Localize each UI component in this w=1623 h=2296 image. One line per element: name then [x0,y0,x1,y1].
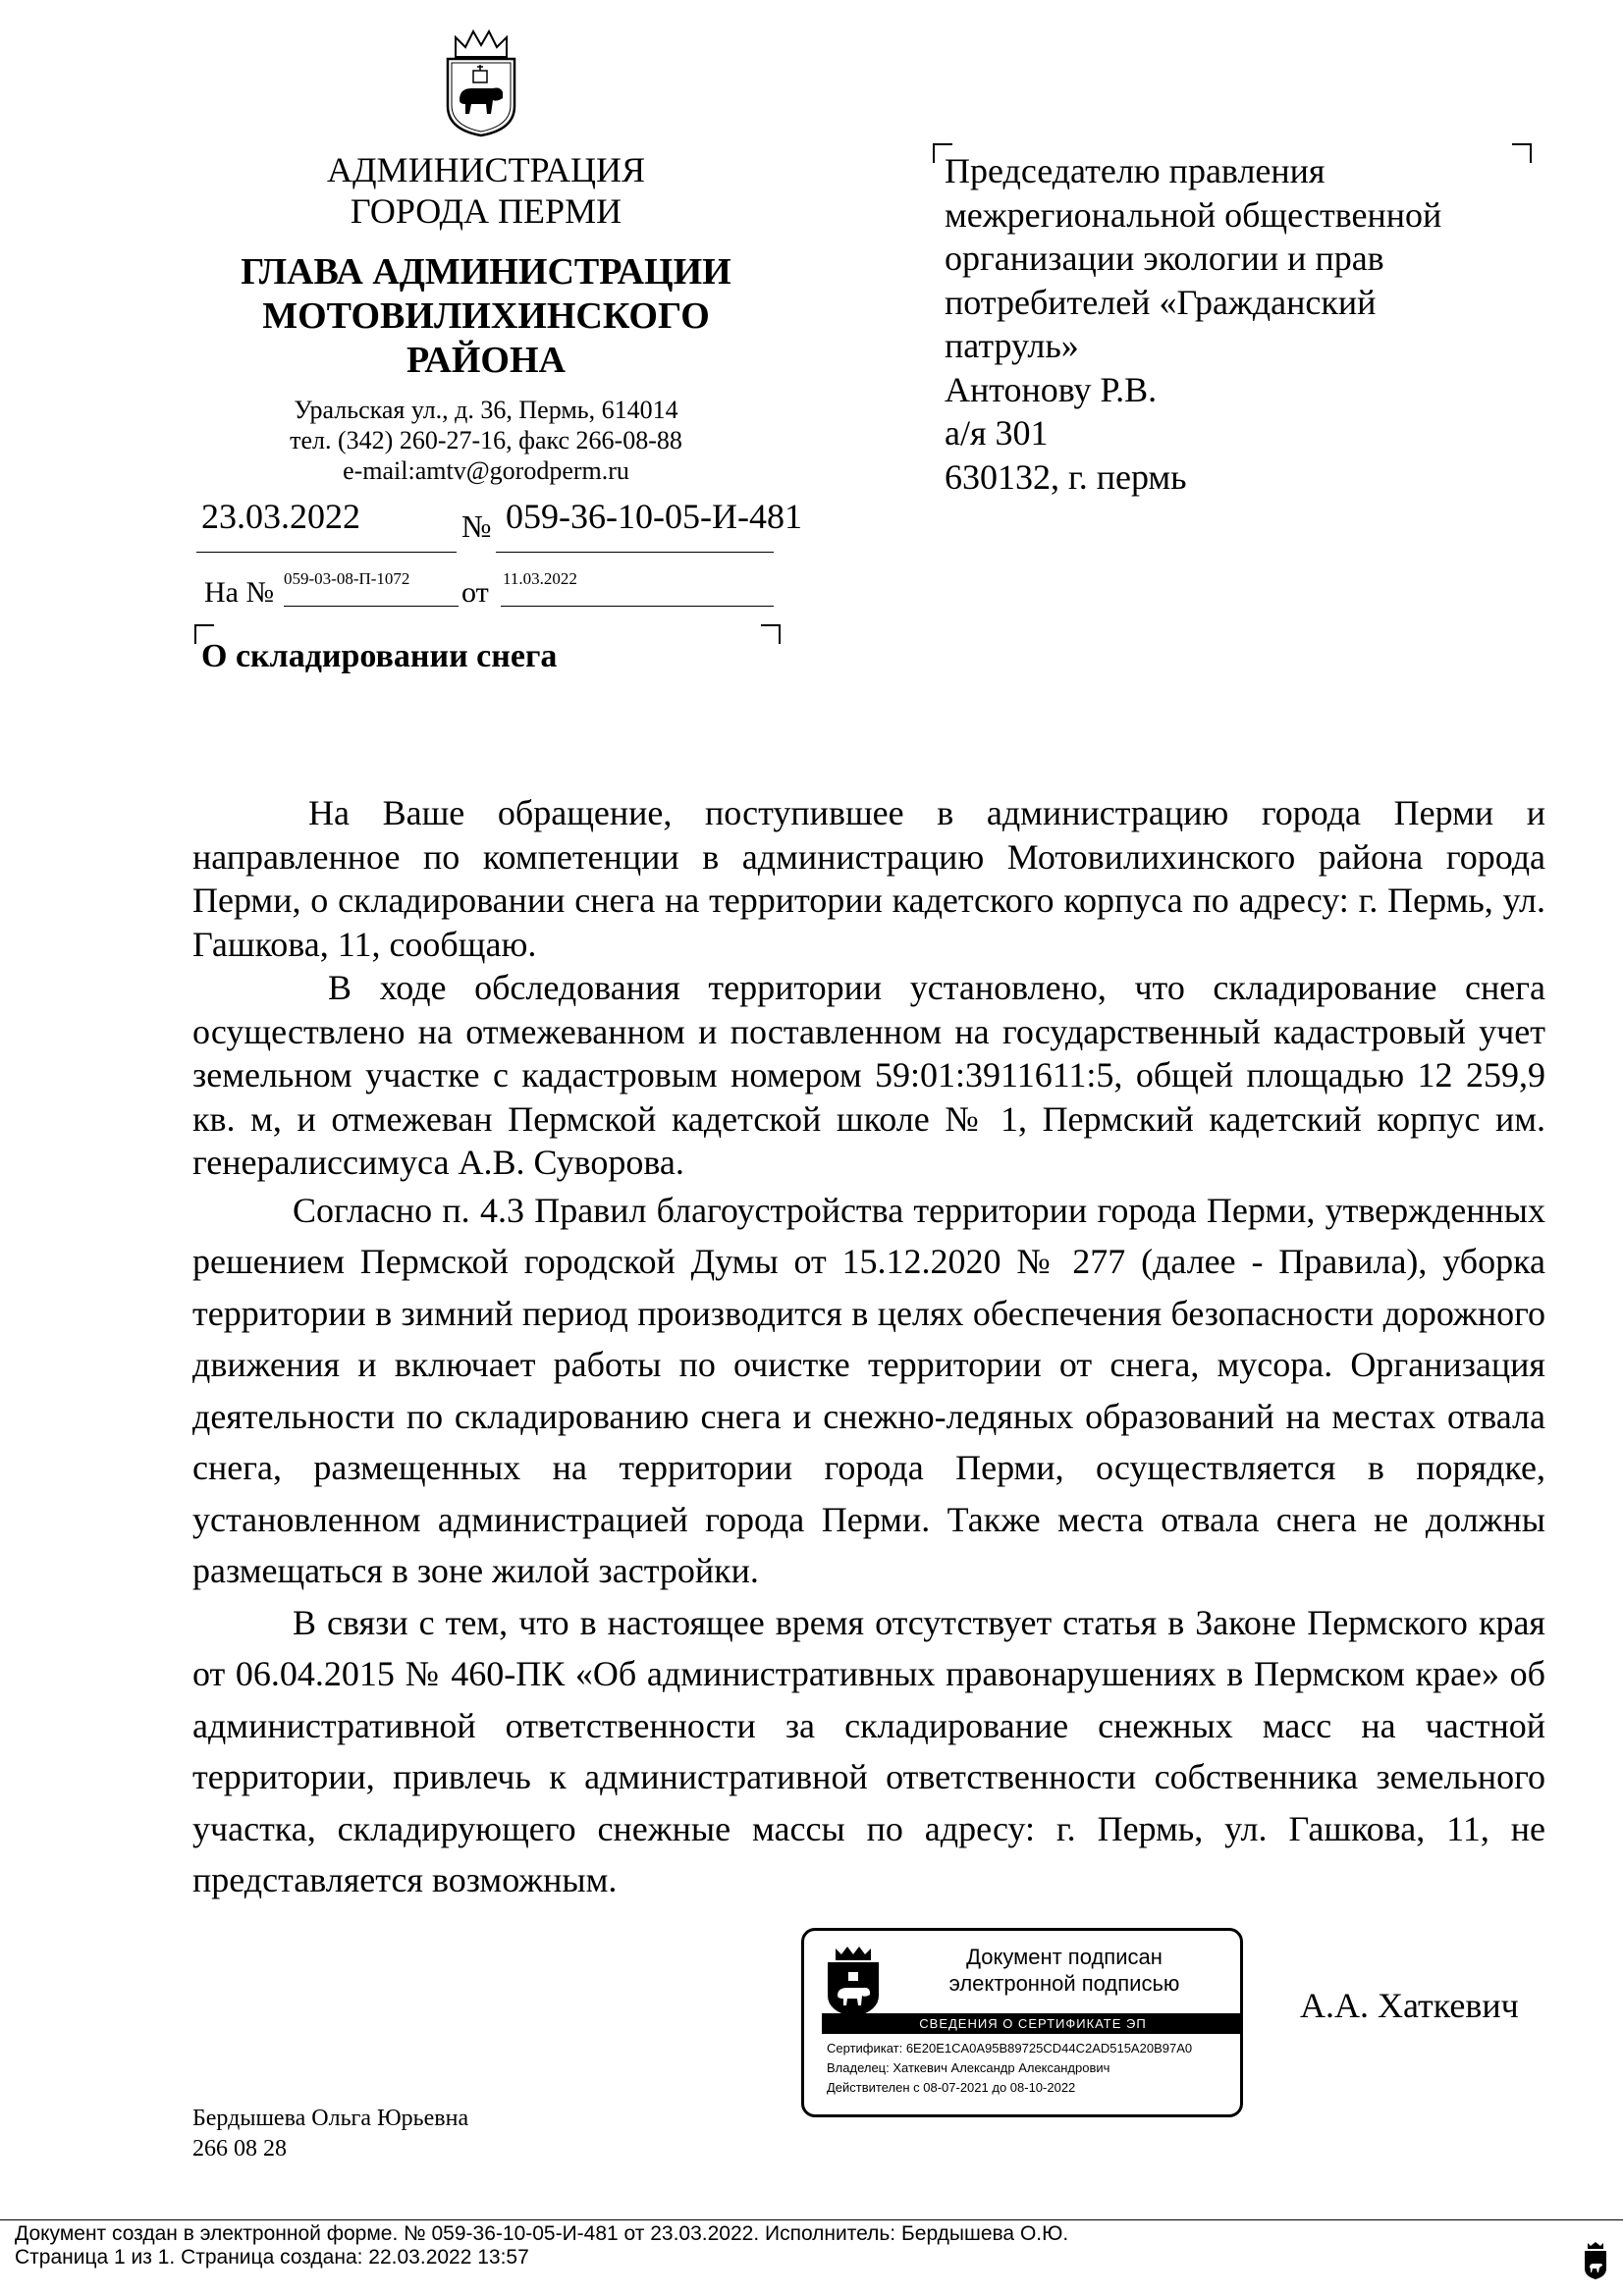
reference-label: На № [204,576,275,609]
sender-email: e-mail:amtv@gorodperm.ru [343,456,629,485]
page-footer [15,2222,1068,2269]
addressee-line: Председателю правления [945,151,1325,190]
stamp-certificate: Сертификат: 6E20E1CA0A95B89725CD44C2AD515A20B97A0 [827,2041,1193,2056]
letter-body [192,791,1545,1906]
body-paragraph: В ходе обследования территории установлено, что складирование снега осуществлено на отмежеванном и поставленном на государственный кадастровый учет земельном участке с кадастровым номером 59:01:3911611:5, общей площадью 12 259,9 кв. м, и отмежеван Пермской кадетской школе № 1, Пермский кадетский корпус им. генералиссимуса А.В. Суворова. [192,968,1545,1182]
reference-number: 059-03-08-П-1072 [284,569,410,588]
stamp-certificate-header: СВЕДЕНИЯ О СЕРТИФИКАТЕ ЭП [822,2013,1243,2034]
date-underline [196,552,457,553]
coat-of-arms-icon [442,27,520,137]
admin-title-line1: АДМИНИСТРАЦИЯ [327,150,645,189]
addressee-corner-right [1512,143,1532,163]
number-sign: № [461,508,492,544]
addressee-line: организации экологии и прав [945,239,1384,278]
footer-line2: Страница 1 из 1. Страница создана: 22.03.2022 13:57 [15,2246,529,2269]
executor-name: Бердышева Ольга Юрьевна [192,2106,469,2131]
admin-title-line2: ГОРОДА ПЕРМИ [350,191,622,231]
footer-emblem-icon [1583,2241,1608,2280]
addressee-line: потребителей «Гражданский [945,282,1377,322]
reference-date-underline [501,606,774,607]
head-title-line2: МОТОВИЛИХИНСКОГО [262,295,710,337]
stamp-emblem-icon [824,1945,883,2019]
body-paragraph: В связи с тем, что в настоящее время отсутствует статья в Законе Пермского края от 06.04.2015 № 460-ПК «Об административных правонарушениях в Пермском крае» об административной ответственности за складирование снежных масс на частной территории, привлечь к административной ответственности собственника земельного участка, складирующего снежные массы по адресу: г. Пермь, ул. Гашкова, 11, не представляется возможным. [192,1602,1545,1899]
executor-block [192,2104,468,2164]
stamp-title-line2: электронной подписью [948,1971,1180,1996]
registration-number: 059-36-10-05-И-481 [506,497,802,536]
sender-address: Уральская ул., д. 36, Пермь, 614014 [294,396,678,424]
subject-corner-right [761,624,781,644]
stamp-validity: Действителен с 08-07-2021 до 08-10-2022 [827,2080,1076,2095]
body-paragraph: На Ваше обращение, поступившее в администрацию города Перми и направленное по компетенции в администрацию Мотовилихинского района города Перми, о складировании снега на территории кадетского корпуса по адресу: г. Пермь, ул. Гашкова, 11, сообщаю. [192,793,1545,964]
head-title-line3: РАЙОНА [406,340,566,381]
addressee-line: 630132, г. пермь [945,456,1187,497]
registration-date: 23.03.2022 [201,497,360,536]
head-title-line1: ГЛАВА АДМИНИСТРАЦИИ [241,251,731,293]
sender-phone: тел. (342) 260-27-16, факс 266-08-88 [290,426,682,454]
stamp-owner: Владелец: Хаткевич Александр Александрович [827,2060,1110,2075]
signer-name: А.А. Хаткевич [1300,1986,1519,2025]
footer-divider [0,2219,1623,2220]
reference-number-underline [284,606,459,607]
electronic-signature-stamp [801,1928,1243,2117]
footer-line1: Документ создан в электронной форме. № 059-36-10-05-И-481 от 23.03.2022. Исполнитель: Бердышева О.Ю. [15,2222,1069,2245]
executor-phone: 266 08 28 [192,2136,287,2162]
reference-date: 11.03.2022 [503,569,577,588]
addressee-line: патруль» [945,326,1079,365]
addressee-block [945,149,1514,499]
reference-from-label: от [461,576,489,609]
addressee-line: Антонову Р.В. [945,369,1158,409]
addressee-line: а/я 301 [945,413,1049,453]
letter-subject: О складировании снега [201,638,558,674]
stamp-title-line1: Документ подписан [966,1945,1163,1969]
number-underline [496,552,774,553]
addressee-line: межрегиональной общественной [945,194,1442,235]
body-paragraph: Согласно п. 4.3 Правил благоустройства территории города Перми, утвержденных решением Пермской городской Думы от 15.12.2020 № 277 (далее - Правила), уборка территории в зимний период производится в целях обеспечения безопасности дорожного движения и включает работы по очистке территории от снега, мусора. Организация деятельности по складированию снега и снежно-ледяных образований на местах отвала снега, размещенных на территории города Перми, осуществляется в порядке, установленном администрацией города Перми. Также места отвала снега не должны размещаться в зоне жилой застройки. [192,1190,1545,1590]
